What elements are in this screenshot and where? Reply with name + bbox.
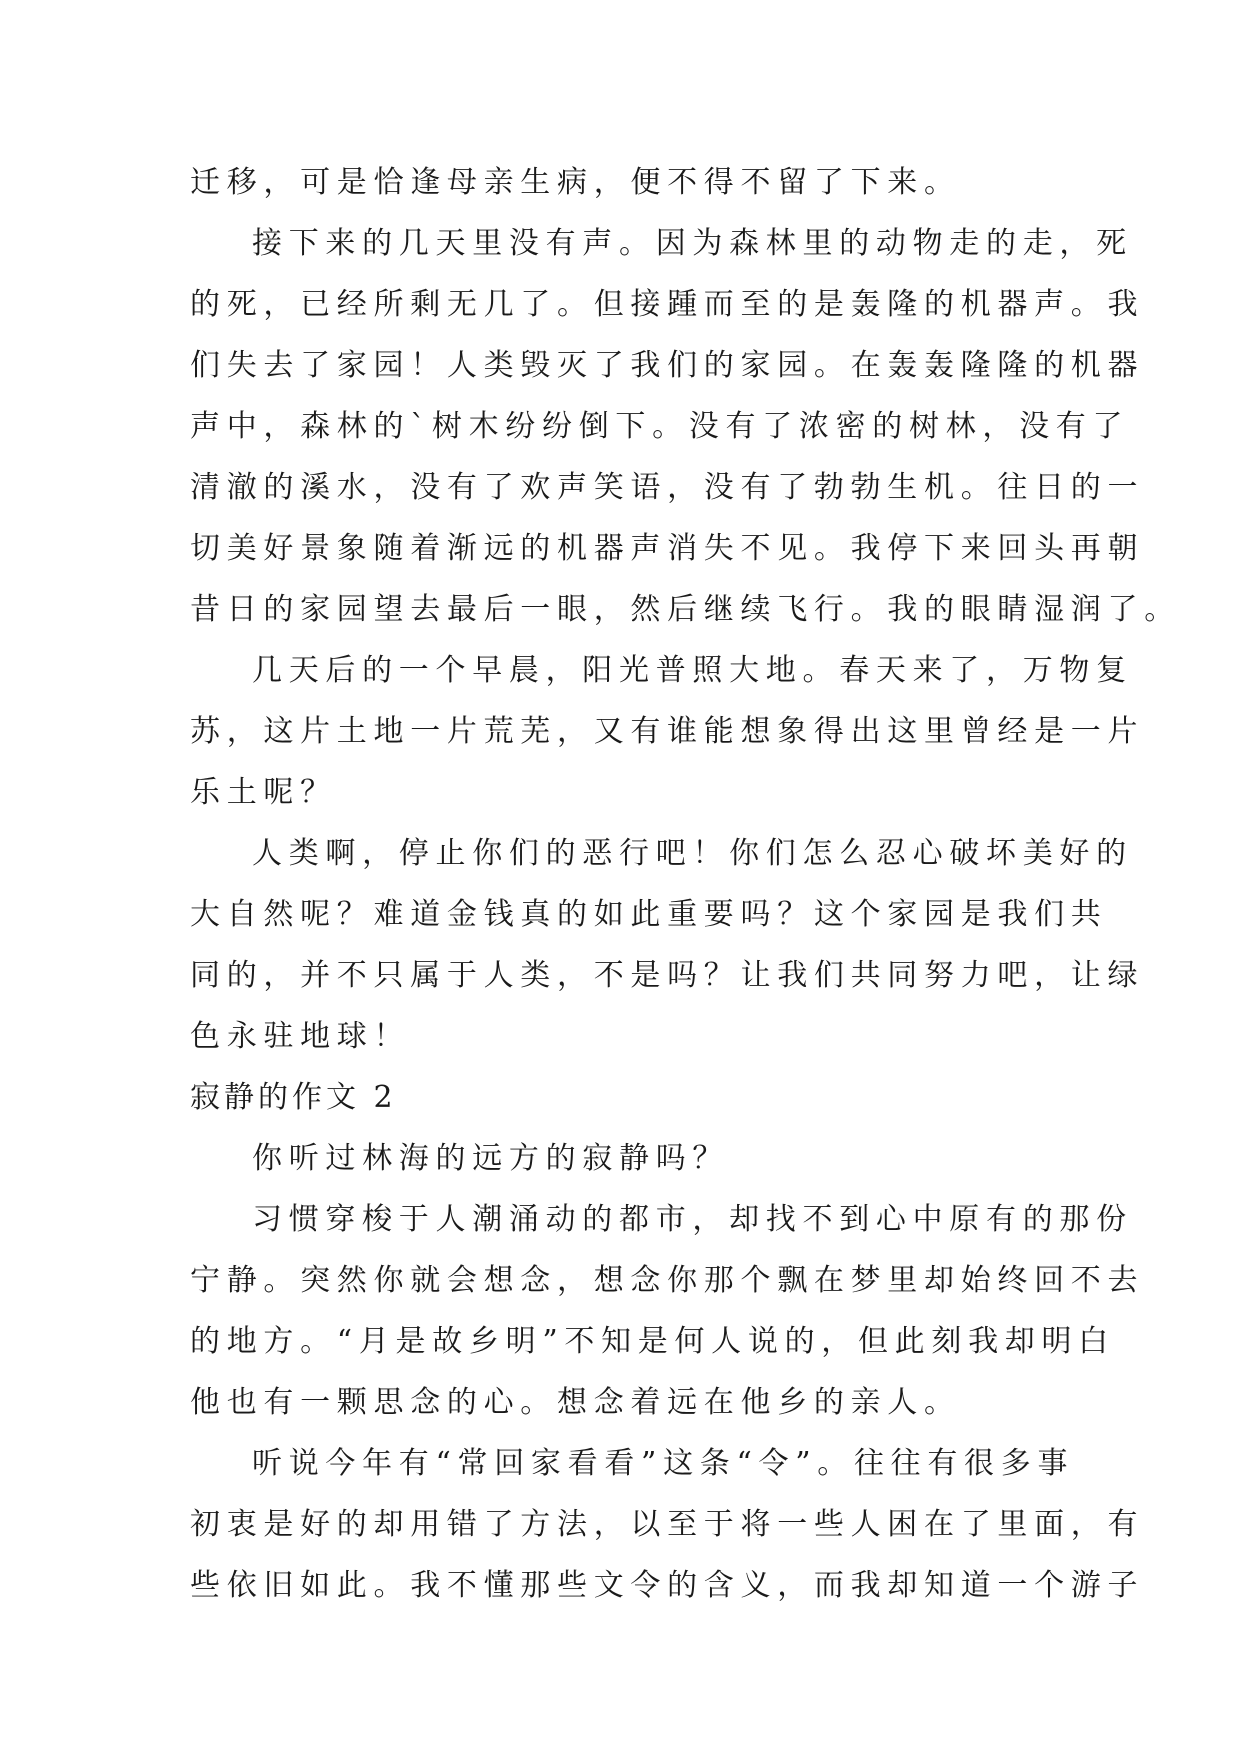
text-line: 的地方。“月是故乡明”不知是何人说的，但此刻我却明白 bbox=[190, 1324, 1115, 1359]
section-heading: 寂静的作文 2 bbox=[190, 1080, 397, 1115]
paragraph-start-line: 人类啊，停止你们的恶行吧！你们怎么忍心破坏美好的 bbox=[252, 836, 1133, 871]
text-line: 他也有一颗思念的心。想念着远在他乡的亲人。 bbox=[190, 1385, 961, 1420]
text-line: 宁静。突然你就会想念，想念你那个飘在梦里却始终回不去 bbox=[190, 1263, 1145, 1298]
text-line: 的死，已经所剩无几了。但接踵而至的是轰隆的机器声。我 bbox=[190, 287, 1145, 322]
paragraph-start-line: 你听过林海的远方的寂静吗？ bbox=[252, 1141, 730, 1176]
document-body bbox=[190, 152, 1181, 1616]
text-line: 色永驻地球！ bbox=[190, 1019, 411, 1054]
text-line: 苏，这片土地一片荒芜，又有谁能想象得出这里曾经是一片 bbox=[190, 714, 1145, 749]
text-line: 切美好景象随着渐远的机器声消失不见。我停下来回头再朝 bbox=[190, 531, 1145, 566]
text-line: 同的，并不只属于人类，不是吗？让我们共同努力吧，让绿 bbox=[190, 958, 1145, 993]
text-line: 乐土呢？ bbox=[190, 775, 337, 810]
paragraph-start-line: 听说今年有“常回家看看”这条“令”。往往有很多事 bbox=[252, 1446, 1075, 1481]
text-line: 迁移，可是恰逢母亲生病，便不得不留了下来。 bbox=[190, 165, 961, 200]
text-line: 初衷是好的却用错了方法，以至于将一些人困在了里面，有 bbox=[190, 1507, 1145, 1542]
paragraph-start-line: 习惯穿梭于人潮涌动的都市，却找不到心中原有的那份 bbox=[252, 1202, 1133, 1237]
text-line: 清澈的溪水，没有了欢声笑语，没有了勃勃生机。往日的一 bbox=[190, 470, 1145, 505]
text-line: 些依旧如此。我不懂那些文令的含义，而我却知道一个游子 bbox=[190, 1568, 1145, 1603]
paragraph-start-line: 接下来的几天里没有声。因为森林里的动物走的走，死 bbox=[252, 226, 1133, 261]
paragraph-start-line: 几天后的一个早晨，阳光普照大地。春天来了，万物复 bbox=[252, 653, 1133, 688]
text-line: 们失去了家园！人类毁灭了我们的家园。在轰轰隆隆的机器 bbox=[190, 348, 1145, 383]
text-line: 声中，森林的`树木纷纷倒下。没有了浓密的树林，没有了 bbox=[190, 409, 1130, 444]
text-line: 大自然呢？难道金钱真的如此重要吗？这个家园是我们共 bbox=[190, 897, 1108, 932]
text-line: 昔日的家园望去最后一眼，然后继续飞行。我的眼睛湿润了。 bbox=[190, 592, 1181, 627]
